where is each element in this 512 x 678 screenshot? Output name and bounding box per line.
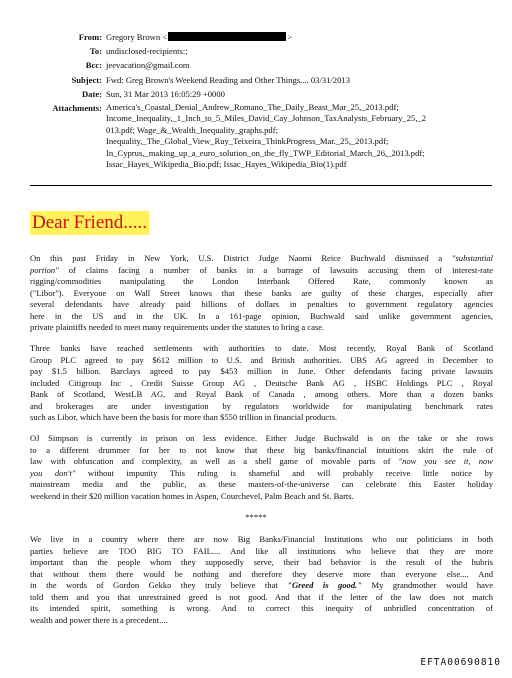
from-end: > bbox=[287, 32, 293, 42]
date-label: Date: bbox=[81, 89, 102, 99]
from-value bbox=[106, 32, 292, 42]
attachment-line: Income_Inequality,_1_Inch_to_5_Miles_David_Cay_Johnson_TaxAnalysts_February_25,_2 bbox=[106, 113, 427, 124]
text-line: We live in a country where there are now Big Banks/Financial Institutions who our politicians in both bbox=[30, 534, 493, 544]
text-line: to a different drummer for her to not know that these big banks/financial intuitions skirt the rule of bbox=[30, 444, 493, 455]
bcc-label: Bcc: bbox=[85, 60, 102, 70]
text-run: in the words of Gordon Gekko they truly believe that bbox=[30, 580, 288, 591]
paragraph-4 bbox=[30, 534, 493, 626]
text-line: that without them there would be nothing and therefore they deserve more than everyone else.... And bbox=[30, 568, 493, 579]
attachment-line: Inequality,_The_Global_View_Ruy_Teixeira_ThinkProgress_Mar._25,_2013.pdf; bbox=[106, 136, 389, 147]
attachment-line: Issac_Hayes_Wikipedia_Bio.pdf; Issac_Hayes_Wikipedia_Bio(1).pdf bbox=[106, 159, 347, 170]
text-line: wealth and power there is a precedent.... bbox=[30, 614, 168, 625]
attachment-line: 013.pdf; Wage_&_Wealth_Inequality_graphs.pdf; bbox=[106, 124, 278, 135]
text-line: here in the US and in the UK. In a 161-page opinion, Buchwald said unlike government agencies, bbox=[30, 310, 493, 321]
to-label: To: bbox=[89, 46, 102, 56]
greeting-heading: Dear Friend..... bbox=[32, 212, 148, 233]
text-line: private plaintiffs needed to meet many requirements under the statutes to bring a case. bbox=[30, 322, 325, 333]
text-line: pay $1.5 billion. Barclays agreed to pay $453 million in June. Other defendants facing private lawsuits bbox=[30, 366, 493, 377]
text-line: Group PLC agreed to pay $612 million to U.S. and British authorities. UBS AG agreed in December to bbox=[30, 354, 493, 365]
text-run: of claims facing a number of banks in a barrage of lawsuits accusing them of interest-rate bbox=[58, 264, 493, 275]
bcc-value: jeevacation@gmail.com bbox=[106, 60, 190, 70]
from-label: From: bbox=[78, 32, 102, 42]
text-line bbox=[30, 468, 493, 480]
text-line: OJ Simpson is currently in prison on less evidence. Either Judge Buchwald is on the take or she rows bbox=[30, 433, 493, 443]
text-line: mainstream media and the public, as these masters-of-the-universe can celebrate this Easter holiday bbox=[30, 479, 493, 490]
text-run: law with obfuscation and complexity, as well as a shell game of movable parts of bbox=[30, 456, 399, 467]
text-line: parties believe are TOO BIG TO FAIL.... And like all institutions who believe that they are more bbox=[30, 545, 493, 556]
text-line: several defendants have already paid billions of dollars in penalties to government regulatory agencies bbox=[30, 299, 493, 310]
attachment-line: America's_Coastal_Denial_Andrew_Romano_The_Daily_Beast_Mar_25,_2013.pdf; bbox=[106, 102, 399, 112]
quote-emphasis: "substantial bbox=[451, 253, 493, 263]
quote-emphasis: "now you see it, now bbox=[398, 456, 493, 467]
header-divider bbox=[30, 185, 492, 186]
text-line bbox=[30, 253, 493, 265]
text-line: its intended spirit, something is wrong. And to correct this inequity of unbridled concentration of bbox=[30, 603, 493, 614]
text-run: My grandmother would have bbox=[362, 580, 493, 591]
text-line: weekend in their $20 million vacation homes in Aspen, Courchevel, Palm Beach and St. Barts. bbox=[30, 490, 354, 501]
text-run: On this past Friday in New York, U.S. District Judge Naomi Reice Buchwald dismissed a bbox=[30, 253, 452, 263]
text-line: Three banks have reached settlements with authorities to date. Most recently, Royal Bank of Scotland bbox=[30, 343, 493, 353]
quote-emphasis: "Greed is good." bbox=[287, 580, 362, 591]
text-line: such as Libor, which have been the basis for more than $550 trillion in financial products. bbox=[30, 412, 338, 423]
subject-label: Subject: bbox=[71, 75, 102, 85]
from-name: Gregory Brown < bbox=[106, 32, 168, 42]
attachments-list bbox=[106, 102, 506, 170]
bates-number: EFTA00690810 bbox=[420, 657, 501, 668]
redaction-bar bbox=[168, 32, 286, 41]
attachment-line: In_Cyprus,_making_up_a_euro_solution_on_the_fly_TWP_Editorial_March_26,_2013.pdf; bbox=[106, 147, 425, 158]
text-line: and brokerages are under investigation by regulators worldwide for manipulating benchmark rates bbox=[30, 400, 493, 411]
to-value: undisclosed-recipients:; bbox=[106, 46, 188, 56]
text-line: Bank of Scotland, WestLB AG, and Royal Bank of Canada , among others. More than a dozen banks bbox=[30, 389, 493, 400]
paragraph-3 bbox=[30, 433, 493, 502]
text-line: told them and you that unrestrained greed is not good. And that if the letter of the law does not match bbox=[30, 591, 493, 602]
text-line: rigging/commodities manipulating the London Interbank Offered Rate, commonly known as bbox=[30, 276, 493, 287]
text-line: ("Libor"). Everyone on Wall Street knows that these banks are guilty of these charges, especially after bbox=[30, 287, 493, 298]
text-line: included Citigroup Inc , Credit Suisse Group AG , Deutsche Bank AG , HSBC Holdings PLC , Royal bbox=[30, 377, 493, 388]
paragraph-1 bbox=[30, 253, 493, 334]
paragraph-2 bbox=[30, 343, 493, 424]
attachments-label: Attachments: bbox=[52, 103, 102, 113]
date-value: Sun, 31 Mar 2013 16:05:29 +0000 bbox=[106, 89, 225, 99]
text-line bbox=[30, 580, 493, 592]
quote-emphasis: portion" bbox=[30, 264, 59, 275]
text-run: without impunity This ruling is shameful and will probably receive little notice by bbox=[75, 467, 493, 478]
text-line bbox=[30, 265, 493, 277]
subject-value: Fwd: Greg Brown's Weekend Reading and Other Things.... 03/31/2013 bbox=[106, 75, 350, 85]
text-line bbox=[30, 456, 493, 468]
section-separator: ***** bbox=[245, 512, 267, 522]
text-line: important than the people whom they supposedly serve, their bad behavior is the result of the hubris bbox=[30, 557, 493, 568]
quote-emphasis: you don't" bbox=[30, 467, 76, 478]
